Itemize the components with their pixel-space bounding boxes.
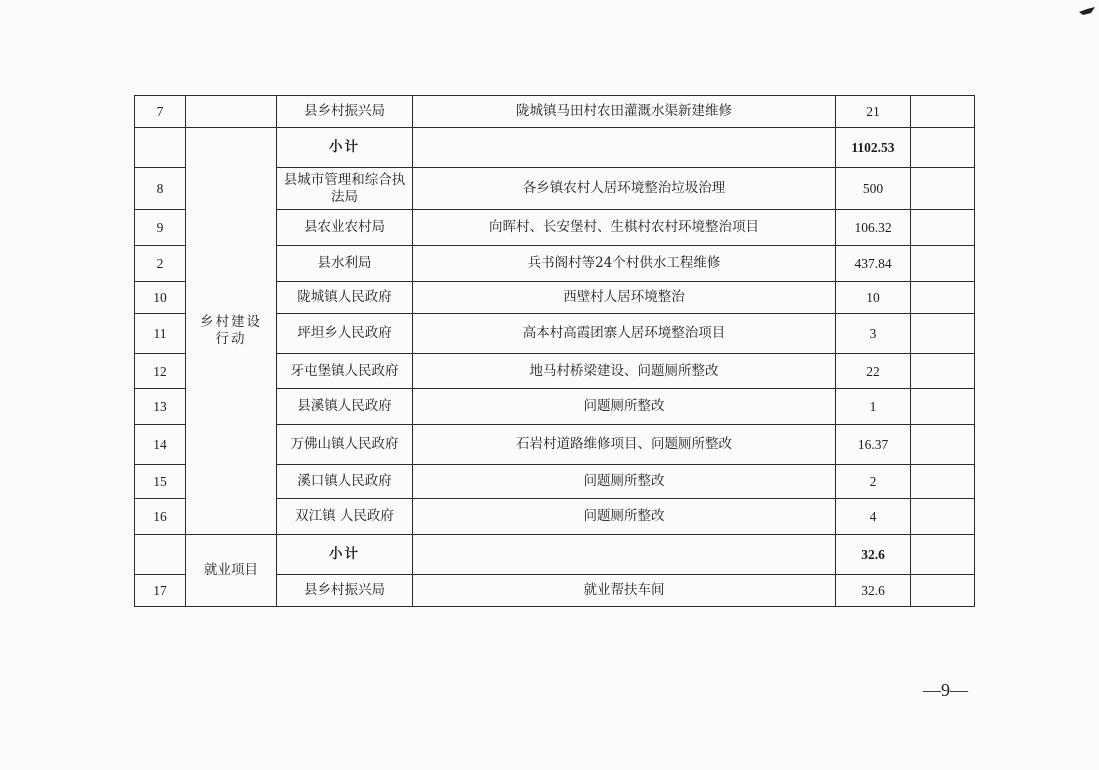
project-cell-empty xyxy=(413,128,836,168)
department-cell: 县溪镇人民政府 xyxy=(277,389,413,425)
project-cell: 各乡镇农村人居环境整治垃圾治理 xyxy=(413,168,836,210)
amount-cell: 2 xyxy=(836,465,911,499)
amount-cell: 1 xyxy=(836,389,911,425)
funding-table xyxy=(134,95,975,607)
category-employment: 就业项目 xyxy=(186,535,277,607)
project-cell: 问题厕所整改 xyxy=(413,465,836,499)
department-cell: 县水利局 xyxy=(277,246,413,282)
project-cell: 就业帮扶车间 xyxy=(413,575,836,607)
remark-cell xyxy=(911,96,975,128)
row-number: 11 xyxy=(135,314,186,354)
remark-cell xyxy=(911,128,975,168)
department-cell: 陇城镇人民政府 xyxy=(277,282,413,314)
row-number: 16 xyxy=(135,499,186,535)
remark-cell xyxy=(911,465,975,499)
amount-cell: 106.32 xyxy=(836,210,911,246)
category-rural-construction: 乡村建设行动 xyxy=(186,128,277,535)
subtotal-amount: 32.6 xyxy=(836,535,911,575)
subtotal-label: 小计 xyxy=(277,128,413,168)
amount-cell: 437.84 xyxy=(836,246,911,282)
row-number: 2 xyxy=(135,246,186,282)
department-cell: 县乡村振兴局 xyxy=(277,96,413,128)
amount-cell: 500 xyxy=(836,168,911,210)
project-cell-empty xyxy=(413,535,836,575)
project-cell: 高本村高霞团寨人居环境整治项目 xyxy=(413,314,836,354)
remark-cell xyxy=(911,354,975,389)
row-number-empty xyxy=(135,535,186,575)
remark-cell xyxy=(911,246,975,282)
remark-cell xyxy=(911,499,975,535)
row-number: 8 xyxy=(135,168,186,210)
row-number: 14 xyxy=(135,425,186,465)
remark-cell xyxy=(911,575,975,607)
amount-cell: 3 xyxy=(836,314,911,354)
remark-cell xyxy=(911,282,975,314)
amount-cell: 21 xyxy=(836,96,911,128)
department-cell: 双江镇 人民政府 xyxy=(277,499,413,535)
category-cell-empty xyxy=(186,96,277,128)
row-number-empty xyxy=(135,128,186,168)
project-cell: 西壁村人居环境整治 xyxy=(413,282,836,314)
project-cell: 陇城镇马田村农田灌溉水渠新建维修 xyxy=(413,96,836,128)
project-cell: 地马村桥梁建设、问题厕所整改 xyxy=(413,354,836,389)
project-cell: 石岩村道路维修项目、问题厕所整改 xyxy=(413,425,836,465)
department-cell: 县城市管理和综合执法局 xyxy=(277,168,413,210)
scan-speck-mark xyxy=(1077,4,1097,18)
row-number: 15 xyxy=(135,465,186,499)
remark-cell xyxy=(911,425,975,465)
department-cell: 县农业农村局 xyxy=(277,210,413,246)
department-cell: 万佛山镇人民政府 xyxy=(277,425,413,465)
department-cell: 溪口镇人民政府 xyxy=(277,465,413,499)
project-cell: 问题厕所整改 xyxy=(413,499,836,535)
remark-cell xyxy=(911,389,975,425)
row-number: 9 xyxy=(135,210,186,246)
subtotal-row xyxy=(135,128,975,168)
amount-cell: 16.37 xyxy=(836,425,911,465)
amount-cell: 4 xyxy=(836,499,911,535)
row-number: 12 xyxy=(135,354,186,389)
project-cell: 向晖村、长安堡村、生棋村农村环境整治项目 xyxy=(413,210,836,246)
department-cell: 牙屯堡镇人民政府 xyxy=(277,354,413,389)
department-cell: 县乡村振兴局 xyxy=(277,575,413,607)
amount-cell: 10 xyxy=(836,282,911,314)
page-number: —9— xyxy=(923,680,968,700)
row-number: 13 xyxy=(135,389,186,425)
row-number: 10 xyxy=(135,282,186,314)
subtotal-amount: 1102.53 xyxy=(836,128,911,168)
department-cell: 坪坦乡人民政府 xyxy=(277,314,413,354)
row-number: 7 xyxy=(135,96,186,128)
row-number: 17 xyxy=(135,575,186,607)
table-row xyxy=(135,96,975,128)
project-cell: 问题厕所整改 xyxy=(413,389,836,425)
remark-cell xyxy=(911,535,975,575)
remark-cell xyxy=(911,314,975,354)
remark-cell xyxy=(911,168,975,210)
amount-cell: 32.6 xyxy=(836,575,911,607)
subtotal-label: 小计 xyxy=(277,535,413,575)
subtotal-row xyxy=(135,535,975,575)
remark-cell xyxy=(911,210,975,246)
project-cell: 兵书阁村等24个村供水工程维修 xyxy=(413,246,836,282)
amount-cell: 22 xyxy=(836,354,911,389)
